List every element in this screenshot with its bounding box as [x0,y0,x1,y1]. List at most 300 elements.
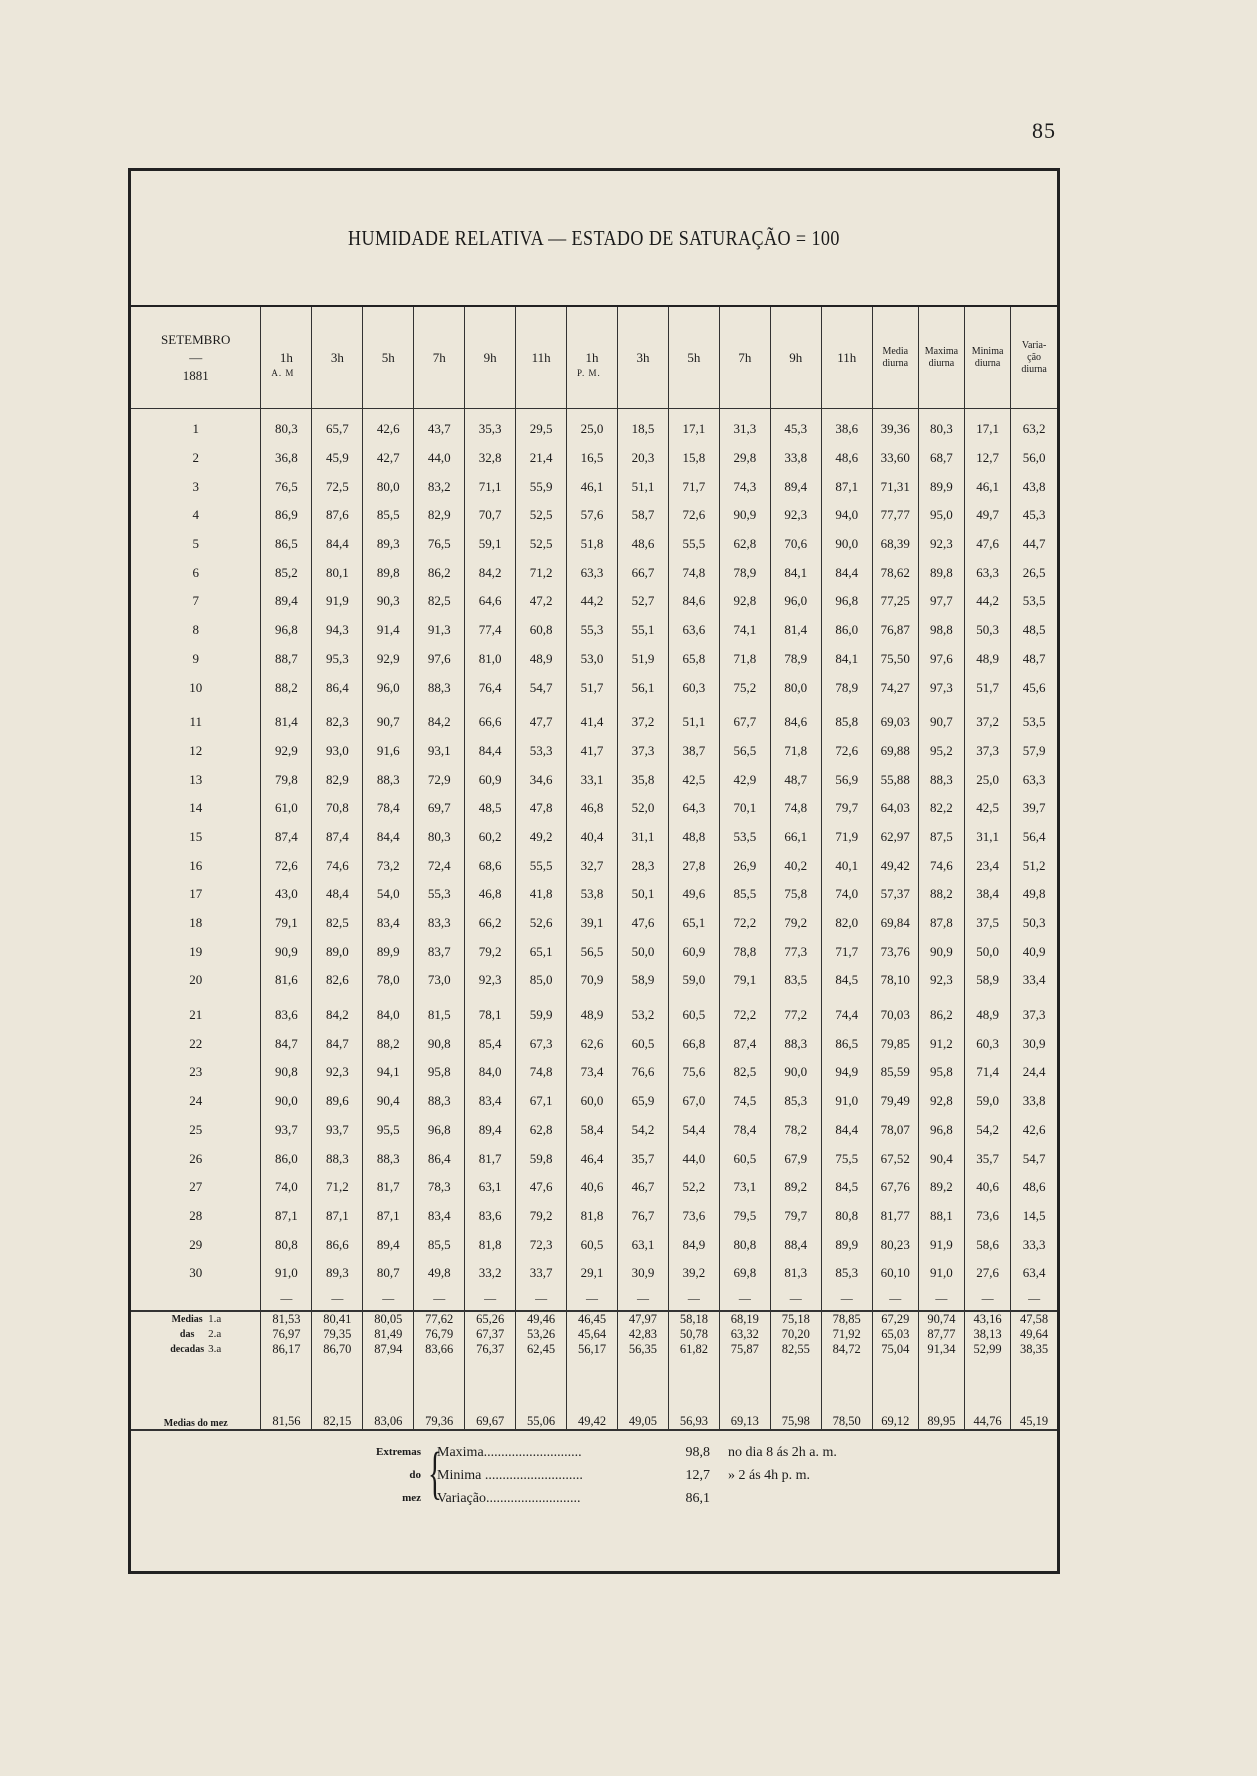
value-cell: 58,4 [567,1116,618,1145]
value-cell: 89,2 [770,1173,821,1202]
value-cell: 33,1 [567,765,618,794]
day-cell: 14 [189,800,203,816]
decade-value: 68,19 [730,1311,759,1326]
value-cell: 57,6 [567,501,618,530]
value-cell: 39,7 [1011,794,1057,823]
value-cell: 54,4 [668,1116,719,1145]
value-cell: 44,2 [567,587,618,616]
value-cell: 95,3 [312,645,363,674]
hour-label: 9h [483,349,497,365]
value-cell: 49,8 [414,1259,465,1288]
decade-value: 47,58 [1020,1311,1049,1326]
decade-value: 81,49 [374,1326,403,1341]
value-cell: 82,5 [414,587,465,616]
value-cell: 51,1 [668,702,719,737]
minima-header-line: diurna [974,357,1001,369]
dash-cell: — [918,1288,964,1311]
value-cell: 90,4 [918,1144,964,1173]
value-cell: 42,5 [965,794,1011,823]
value-cell: 46,4 [567,1144,618,1173]
decade-value: 81,53 [272,1311,301,1326]
value-cell: 90,4 [363,1087,414,1116]
day-cell: 10 [189,679,203,695]
value-cell: 72,2 [719,995,770,1030]
hour-label: 5h [687,349,701,365]
value-cell: 64,3 [668,794,719,823]
month-avg-cell: 69,12 [872,1357,918,1430]
value-cell: 84,2 [312,995,363,1030]
extreme-row-variation [437,1487,837,1510]
decade-value: 75,04 [881,1341,910,1356]
value-cell: 39,1 [567,909,618,938]
value-cell: 53,0 [567,645,618,674]
value-cell: 83,7 [414,937,465,966]
value-cell: 71,8 [719,645,770,674]
table-row [131,1116,1057,1145]
hour-label: 3h [330,349,344,365]
page-number: 85 [1032,118,1056,143]
decade-cell [872,1311,918,1357]
month-avg-cell: 79,36 [414,1357,465,1430]
value-cell: 16,5 [567,444,618,473]
dash-cell: — [516,1288,567,1311]
value-cell: 60,10 [872,1259,918,1288]
value-cell: 53,5 [1011,587,1057,616]
table-row [131,765,1057,794]
summary-body [131,1288,1057,1430]
value-cell: 33,4 [1011,966,1057,995]
value-cell: 48,9 [516,645,567,674]
value-cell: 25,0 [965,765,1011,794]
value-cell: 88,3 [312,1144,363,1173]
brace-glyph: { [428,1439,442,1505]
year-label: 1881 [182,367,209,383]
value-cell: 75,6 [668,1058,719,1087]
value-cell: 58,6 [965,1230,1011,1259]
dash-cell: — [965,1288,1011,1311]
hour-header [261,307,312,409]
value-cell: 56,0 [1011,444,1057,473]
value-cell: 76,6 [617,1058,668,1087]
value-cell: 70,9 [567,966,618,995]
hour-header [516,307,567,409]
value-cell: 55,88 [872,765,918,794]
value-cell: 50,3 [965,616,1011,645]
day-cell: 7 [192,593,199,609]
dash-cell: — [668,1288,719,1311]
day-cell: 1 [192,421,199,437]
table-row [131,966,1057,995]
value-cell: 88,3 [918,765,964,794]
value-cell: 89,9 [363,937,414,966]
value-cell: 49,8 [1011,880,1057,909]
value-cell: 45,6 [1011,673,1057,702]
value-cell: 74,0 [261,1173,312,1202]
table-row [131,673,1057,702]
value-cell: 87,4 [261,823,312,852]
value-cell: 14,5 [1011,1202,1057,1231]
month-avg-label: Medias do mez [131,1357,261,1430]
extreme-desc: » 2 ás 4h p. m. [728,1467,811,1483]
value-cell: 48,8 [668,823,719,852]
value-cell: 71,4 [965,1058,1011,1087]
value-cell: 58,9 [965,966,1011,995]
value-cell: 32,8 [465,444,516,473]
value-cell: 67,76 [872,1173,918,1202]
value-cell: 90,9 [719,501,770,530]
table-row [131,645,1057,674]
value-cell: 85,0 [516,966,567,995]
value-cell: 78,1 [465,995,516,1030]
value-cell: 91,4 [363,616,414,645]
value-cell: 71,9 [821,823,872,852]
value-cell: 95,2 [918,737,964,766]
value-cell: 43,7 [414,409,465,444]
value-cell: 81,5 [414,995,465,1030]
value-cell: 94,9 [821,1058,872,1087]
value-cell: 87,1 [261,1202,312,1231]
value-cell: 60,2 [465,823,516,852]
value-cell: 80,0 [363,472,414,501]
decade-value: 62,45 [527,1341,556,1356]
value-cell: 84,7 [261,1029,312,1058]
value-cell: 30,9 [1011,1029,1057,1058]
decade-cell [363,1311,414,1357]
value-cell: 96,8 [918,1116,964,1145]
decade-ordinal-3: 3.a [208,1342,222,1355]
value-cell: 67,9 [770,1144,821,1173]
hour-label: 5h [381,349,395,365]
value-cell: 96,8 [414,1116,465,1145]
hour-header [770,307,821,409]
value-cell: 63,3 [1011,765,1057,794]
value-cell: 48,9 [567,995,618,1030]
value-cell: 97,6 [414,645,465,674]
decade-value: 78,85 [832,1311,861,1326]
value-cell: 74,0 [821,880,872,909]
value-cell: 86,4 [414,1144,465,1173]
value-cell: 87,8 [918,909,964,938]
hour-label: 11h [837,349,857,365]
value-cell: 91,0 [918,1259,964,1288]
value-cell: 32,7 [567,851,618,880]
value-cell: 91,2 [918,1029,964,1058]
day-cell: 18 [189,915,203,931]
value-cell: 79,1 [261,909,312,938]
value-cell: 39,36 [872,409,918,444]
value-cell: 90,0 [770,1058,821,1087]
value-cell: 72,4 [414,851,465,880]
value-cell: 54,2 [965,1116,1011,1145]
value-cell: 72,9 [414,765,465,794]
month-avg-cell: 75,98 [770,1357,821,1430]
decade-value: 86,17 [272,1341,301,1356]
value-cell: 55,9 [516,472,567,501]
value-cell: 92,3 [918,530,964,559]
value-cell: 82,2 [918,794,964,823]
value-cell: 85,59 [872,1058,918,1087]
value-cell: 66,2 [465,909,516,938]
variacao-header-line: Varia- [1021,339,1047,351]
month-avg-cell: 83,06 [363,1357,414,1430]
value-cell: 56,5 [567,937,618,966]
value-cell: 80,3 [414,823,465,852]
table-row [131,737,1057,766]
value-cell: 66,6 [465,702,516,737]
value-cell: 83,6 [261,995,312,1030]
day-cell: 5 [192,536,199,552]
value-cell: 24,4 [1011,1058,1057,1087]
value-cell: 77,4 [465,616,516,645]
day-cell: 13 [189,771,203,787]
value-cell: 67,52 [872,1144,918,1173]
dash-cell: — [567,1288,618,1311]
value-cell: 88,3 [363,1144,414,1173]
value-cell: 41,4 [567,702,618,737]
value-cell: 71,8 [770,737,821,766]
variacao-header [1011,307,1057,409]
value-cell: 23,4 [965,851,1011,880]
value-cell: 41,8 [516,880,567,909]
decade-value: 52,99 [973,1341,1002,1356]
decade-cell [965,1311,1011,1357]
value-cell: 88,3 [770,1029,821,1058]
decade-value: 82,55 [781,1341,810,1356]
value-cell: 55,5 [668,530,719,559]
value-cell: 90,8 [261,1058,312,1087]
value-cell: 78,9 [719,558,770,587]
day-cell: 17 [189,886,203,902]
value-cell: 48,5 [465,794,516,823]
value-cell: 45,3 [770,409,821,444]
value-cell: 82,6 [312,966,363,995]
value-cell: 54,2 [617,1116,668,1145]
decade-value: 63,32 [730,1326,759,1341]
media-header-line: Media [882,345,909,357]
media-header [872,307,918,409]
value-cell: 37,3 [617,737,668,766]
value-cell: 86,5 [821,1029,872,1058]
value-cell: 88,2 [261,673,312,702]
day-cell: 24 [189,1093,203,1109]
dash-cell: — [1011,1288,1057,1311]
hour-header [567,307,618,409]
table-row [131,823,1057,852]
decade-cell [516,1311,567,1357]
value-cell: 15,8 [668,444,719,473]
decade-value: 43,16 [973,1311,1002,1326]
value-cell: 48,9 [965,995,1011,1030]
value-cell: 42,6 [1011,1116,1057,1145]
value-cell: 72,3 [516,1230,567,1259]
value-cell: 85,4 [465,1029,516,1058]
decade-cell [617,1311,668,1357]
value-cell: 94,1 [363,1058,414,1087]
value-cell: 59,0 [668,966,719,995]
day-cell: 27 [189,1179,203,1195]
extreme-row-max [437,1441,837,1464]
value-cell: 78,9 [770,645,821,674]
value-cell: 27,8 [668,851,719,880]
decade-value: 67,37 [476,1326,505,1341]
value-cell: 75,8 [770,880,821,909]
decade-value: 75,87 [730,1341,759,1356]
value-cell: 12,7 [965,444,1011,473]
value-cell: 29,1 [567,1259,618,1288]
value-cell: 89,3 [312,1259,363,1288]
value-cell: 52,2 [668,1173,719,1202]
decade-value: 76,79 [425,1326,454,1341]
value-cell: 74,8 [770,794,821,823]
value-cell: 71,7 [668,472,719,501]
value-cell: 88,1 [918,1202,964,1231]
value-cell: 91,3 [414,616,465,645]
value-cell: 49,42 [872,851,918,880]
value-cell: 72,6 [261,851,312,880]
month-avg-cell: 69,67 [465,1357,516,1430]
value-cell: 86,0 [821,616,872,645]
day-cell: 28 [189,1207,203,1223]
value-cell: 74,27 [872,673,918,702]
value-cell: 88,4 [770,1230,821,1259]
value-cell: 93,7 [312,1116,363,1145]
month-avg-cell: 45,19 [1011,1357,1057,1430]
value-cell: 39,2 [668,1259,719,1288]
value-cell: 50,0 [617,937,668,966]
value-cell: 78,9 [821,673,872,702]
value-cell: 81,8 [465,1230,516,1259]
value-cell: 31,1 [617,823,668,852]
decade-value: 75,18 [781,1311,810,1326]
decade-value: 80,41 [323,1311,352,1326]
value-cell: 76,87 [872,616,918,645]
value-cell: 29,8 [719,444,770,473]
extreme-desc [710,1487,728,1510]
value-cell: 72,2 [719,909,770,938]
decade-label-3: decadas [170,1343,205,1355]
decade-value: 65,03 [881,1326,910,1341]
value-cell: 40,6 [965,1173,1011,1202]
table-row [131,937,1057,966]
decade-value: 49,46 [527,1311,556,1326]
value-cell: 90,9 [261,937,312,966]
value-cell: 61,0 [261,794,312,823]
table-row [131,409,1057,444]
value-cell: 79,85 [872,1029,918,1058]
value-cell: 80,1 [312,558,363,587]
value-cell: 79,7 [770,1202,821,1231]
value-cell: 73,1 [719,1173,770,1202]
value-cell: 59,0 [965,1087,1011,1116]
title-box [131,171,1057,307]
value-cell: 33,8 [770,444,821,473]
value-cell: 66,1 [770,823,821,852]
humidity-table [131,307,1057,1431]
table-row [131,444,1057,473]
value-cell: 79,1 [719,966,770,995]
value-cell: 67,3 [516,1029,567,1058]
value-cell: 86,5 [261,530,312,559]
dash-row [131,1288,1057,1311]
value-cell: 47,6 [617,909,668,938]
value-cell: 38,6 [821,409,872,444]
value-cell: 82,5 [719,1058,770,1087]
value-cell: 84,6 [770,702,821,737]
value-cell: 27,6 [965,1259,1011,1288]
value-cell: 74,3 [719,472,770,501]
decade-value: 70,20 [781,1326,810,1341]
value-cell: 48,6 [821,444,872,473]
value-cell: 66,8 [668,1029,719,1058]
value-cell: 80,3 [261,409,312,444]
value-cell: 85,3 [821,1259,872,1288]
value-cell: 51,9 [617,645,668,674]
day-cell: 8 [192,622,199,638]
value-cell: 90,3 [363,587,414,616]
decade-value: 84,72 [832,1341,861,1356]
value-cell: 80,3 [918,409,964,444]
decade-label-1: Medias [171,1313,203,1325]
value-cell: 68,6 [465,851,516,880]
decade-cell [567,1311,618,1357]
value-cell: 51,2 [1011,851,1057,880]
value-cell: 38,7 [668,737,719,766]
value-cell: 80,23 [872,1230,918,1259]
value-cell: 25,0 [567,409,618,444]
value-cell: 50,3 [1011,909,1057,938]
value-cell: 78,62 [872,558,918,587]
value-cell: 92,8 [918,1087,964,1116]
maxima-header [918,307,964,409]
day-cell: 22 [189,1035,203,1051]
value-cell: 91,9 [312,587,363,616]
value-cell: 37,5 [965,909,1011,938]
table-row [131,851,1057,880]
value-cell: 36,8 [261,444,312,473]
value-cell: 86,0 [261,1144,312,1173]
decade-value: 49,64 [1020,1326,1049,1341]
decade-value: 91,34 [927,1341,956,1356]
value-cell: 62,8 [719,530,770,559]
value-cell: 91,9 [918,1230,964,1259]
value-cell: 58,9 [617,966,668,995]
value-cell: 34,6 [516,765,567,794]
decade-value: 58,18 [679,1311,708,1326]
value-cell: 89,4 [261,587,312,616]
value-cell: 40,2 [770,851,821,880]
value-cell: 33,8 [1011,1087,1057,1116]
pm-label: P. M. [577,368,601,378]
value-cell: 65,1 [668,909,719,938]
decade-value: 76,97 [272,1326,301,1341]
value-cell: 87,1 [363,1202,414,1231]
value-cell: 93,1 [414,737,465,766]
value-cell: 84,0 [363,995,414,1030]
table-row [131,1202,1057,1231]
value-cell: 53,5 [1011,702,1057,737]
value-cell: 28,3 [617,851,668,880]
value-cell: 83,2 [414,472,465,501]
table-row [131,1029,1057,1058]
value-cell: 76,7 [617,1202,668,1231]
day-cell: 2 [192,450,199,466]
value-cell: 46,8 [567,794,618,823]
value-cell: 65,8 [668,645,719,674]
value-cell: 41,7 [567,737,618,766]
decade-value: 86,70 [323,1341,352,1356]
value-cell: 78,4 [363,794,414,823]
value-cell: 48,9 [965,645,1011,674]
